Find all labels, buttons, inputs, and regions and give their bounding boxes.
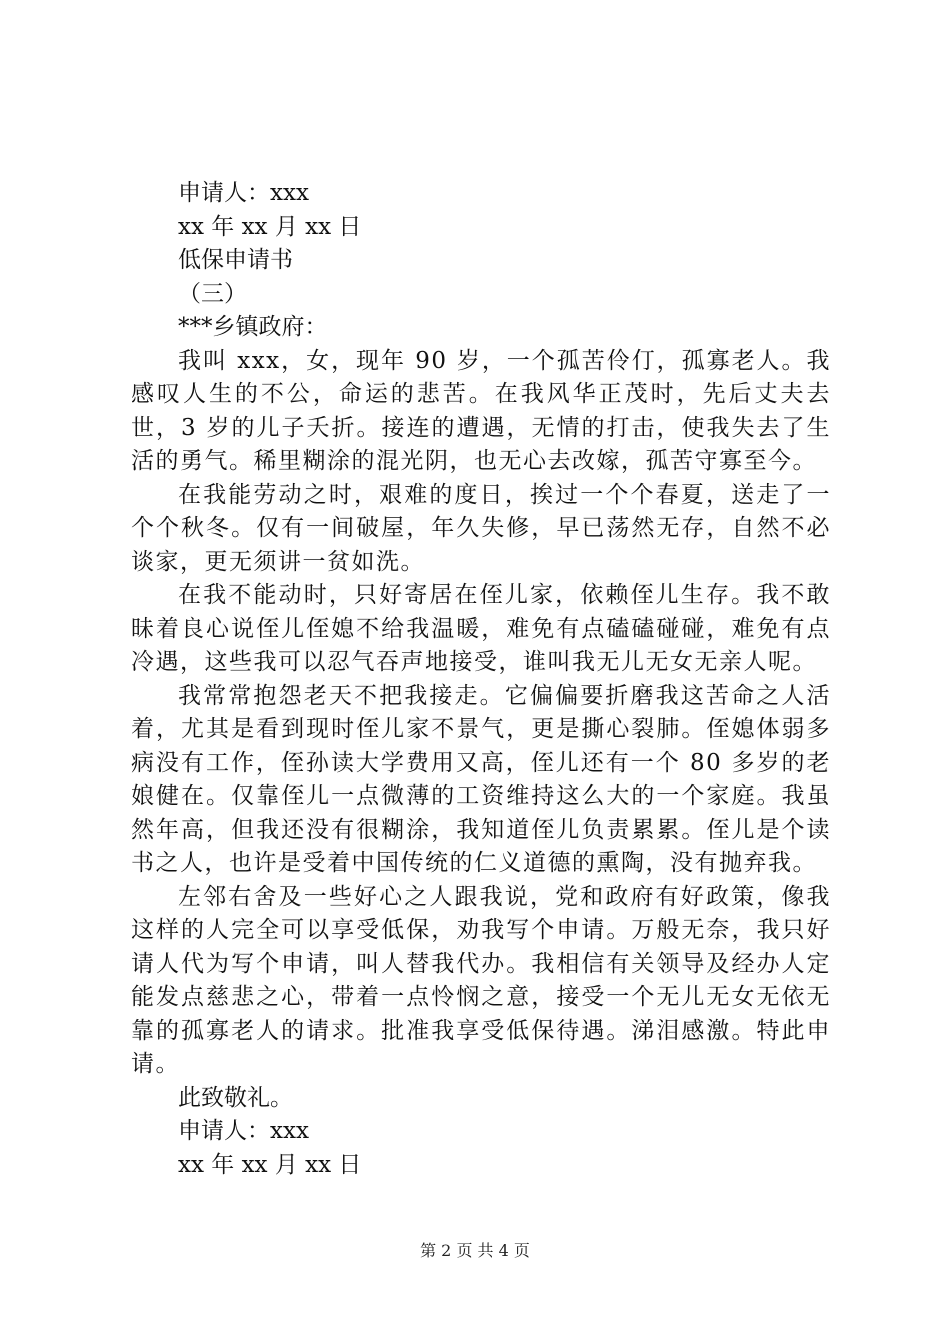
closing-applicant: 申请人：xxx: [178, 1118, 309, 1144]
closing-regards: 此致敬礼。: [178, 1084, 293, 1111]
document-body: [131, 177, 831, 1182]
paragraph-1: 我叫 xxx，女，现年 90 岁，一个孤苦伶仃，孤寡老人。我感叹人生的不公，命运的悲苦。在我风华正茂时，先后丈夫去世，3 岁的儿子夭折。接连的遭遇，无情的打击，使我失去了生活的勇气。稀里糊涂的混光阴，也无心去改嫁，孤苦守寡至今。: [131, 347, 831, 474]
page-footer: 第 2 页 共 4 页: [420, 1241, 530, 1260]
paragraph-2: 在我能劳动之时，艰难的度日，挨过一个个春夏，送走了一个个秋冬。仅有一间破屋，年久失修，早已荡然无存，自然不必谈家，更无须讲一贫如洗。: [131, 481, 831, 575]
paragraph-4: 我常常抱怨老天不把我接走。它偏偏要折磨我这苦命之人活着，尤其是看到现时侄儿家不景气，更是撕心裂肺。侄媳体弱多病没有工作，侄孙读大学费用又高，侄儿还有一个 80 多岁的老娘健在。仅靠侄儿一点微薄的工资维持这么大的一个家庭。我虽然年高，但我还没有很糊涂，我知道侄儿负责累累。侄儿是个读书之人，也许是受着中国传统的仁义道德的熏陶，没有抛弃我。: [131, 682, 831, 876]
paragraph-3: 在我不能动时，只好寄居在侄儿家，依赖侄儿生存。我不敢昧着良心说侄儿侄媳不给我温暖，难免有点磕磕碰碰，难免有点冷遇，这些我可以忍气吞声地接受，谁叫我无儿无女无亲人呢。: [131, 582, 831, 675]
applicant-line: 申请人：xxx: [178, 180, 309, 206]
paragraph-5: 左邻右舍及一些好心之人跟我说，党和政府有好政策，像我这样的人完全可以享受低保，劝我写个申请。万般无奈，我只好请人代为写个申请，叫人替我代办。我相信有关领导及经办人定能发点慈悲之心，带着一点怜悯之意，接受一个无儿无女无依无靠的孤寡老人的请求。批准我享受低保待遇。涕泪感激。特此申请。: [131, 883, 831, 1077]
closing-date: xx 年 xx 月 xx 日: [178, 1151, 362, 1178]
salutation: ***乡镇政府：: [178, 314, 328, 340]
document-title: 低保申请书: [178, 247, 293, 273]
date-line: xx 年 xx 月 xx 日: [178, 213, 362, 240]
section-number: （三）: [178, 280, 247, 307]
